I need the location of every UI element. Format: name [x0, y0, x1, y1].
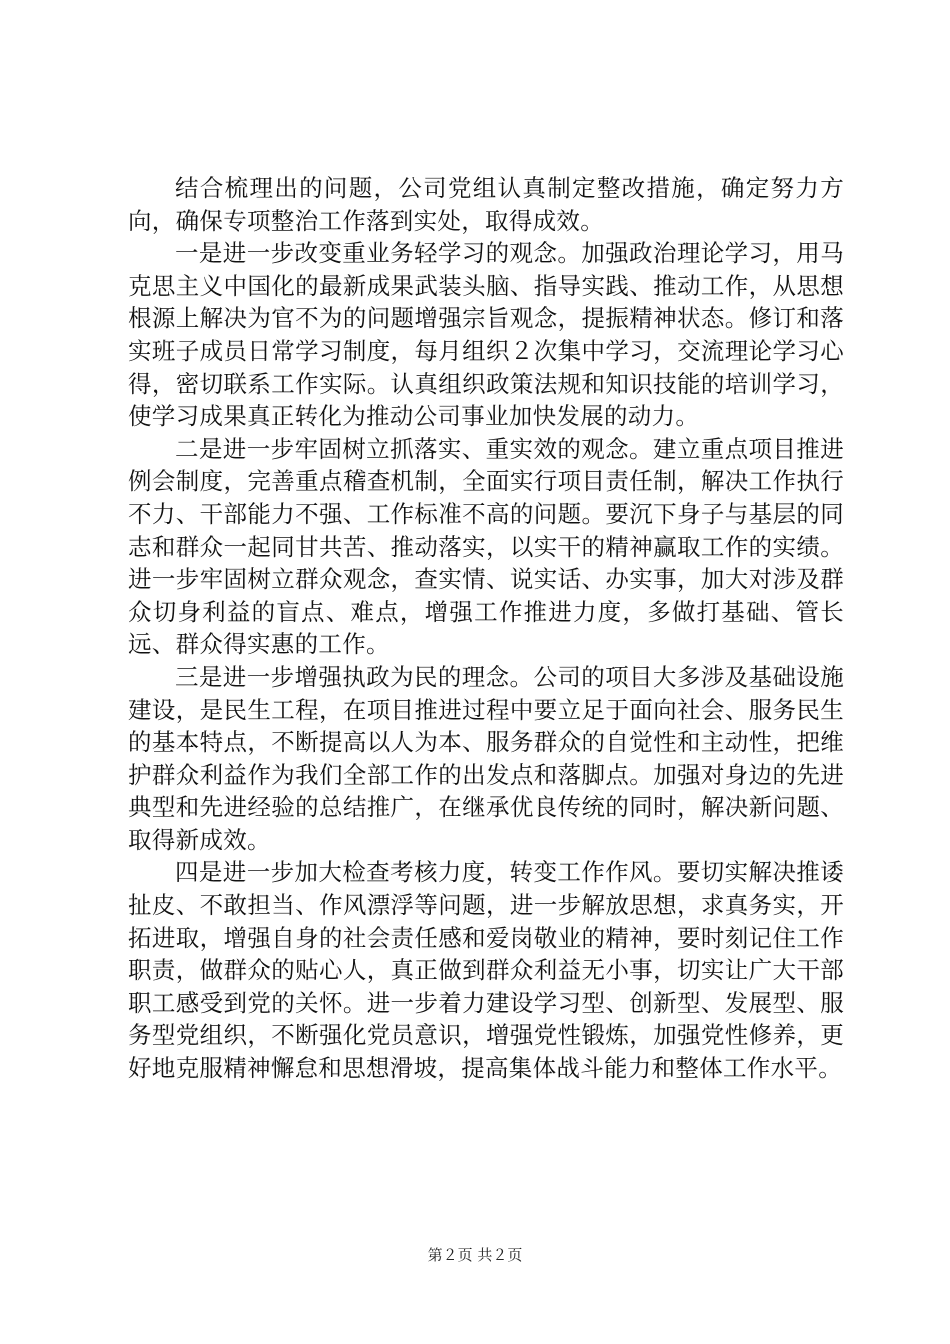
paragraph-point-3: 三是进一步增强执政为民的理念。公司的项目大多涉及基础设施建设，是民生工程，在项目推进过程中要立足于面向社会、服务民生的基本特点，不断提高以人为本、服务群众的自觉性和主动性，把维护群众利益作为我们全部工作的出发点和落脚点。加强对身边的先进典型和先进经验的总结推广，在继承优良传统的同时，解决新问题、取得新成效。 — [128, 662, 844, 854]
paragraph-point-4: 四是进一步加大检查考核力度，转变工作作风。要切实解决推诿扯皮、不敢担当、作风漂浮等问题，进一步解放思想，求真务实，开拓进取，增强自身的社会责任感和爱岗敬业的精神，要时刻记住工作职责，做群众的贴心人，真正做到群众利益无小事，切实让广大干部职工感受到党的关怀。进一步着力建设学习型、创新型、发展型、服务型党组织，不断强化党员意识，增强党性锻炼，加强党性修养，更好地克服精神懈怠和思想滑坡，提高集体战斗能力和整体工作水平。 — [128, 858, 844, 1083]
document-body — [128, 172, 844, 1085]
paragraph-point-2: 二是进一步牢固树立抓落实、重实效的观念。建立重点项目推进例会制度，完善重点稽查机制，全面实行项目责任制，解决工作执行不力、干部能力不强、工作标准不高的问题。要沉下身子与基层的同志和群众一起同甘共苦、推动落实，以实干的精神赢取工作的实绩。进一步牢固树立群众观念，查实情、说实话、办实事，加大对涉及群众切身利益的盲点、难点，增强工作推进力度，多做打基础、管长远、群众得实惠的工作。 — [128, 434, 844, 659]
paragraph-point-1: 一是进一步改变重业务轻学习的观念。加强政治理论学习，用马克思主义中国化的最新成果武装头脑、指导实践、推动工作，从思想根源上解决为官不为的问题增强宗旨观念，提振精神状态。修订和落实班子成员日常学习制度，每月组织２次集中学习，交流理论学习心得，密切联系工作实际。认真组织政策法规和知识技能的培训学习，使学习成果真正转化为推动公司事业加快发展的动力。 — [128, 239, 844, 431]
page-number: 第２页 共２页 — [427, 1246, 523, 1264]
page-footer — [0, 1245, 950, 1265]
paragraph-intro: 结合梳理出的问题，公司党组认真制定整改措施，确定努力方向，确保专项整治工作落到实处，取得成效。 — [128, 174, 844, 235]
